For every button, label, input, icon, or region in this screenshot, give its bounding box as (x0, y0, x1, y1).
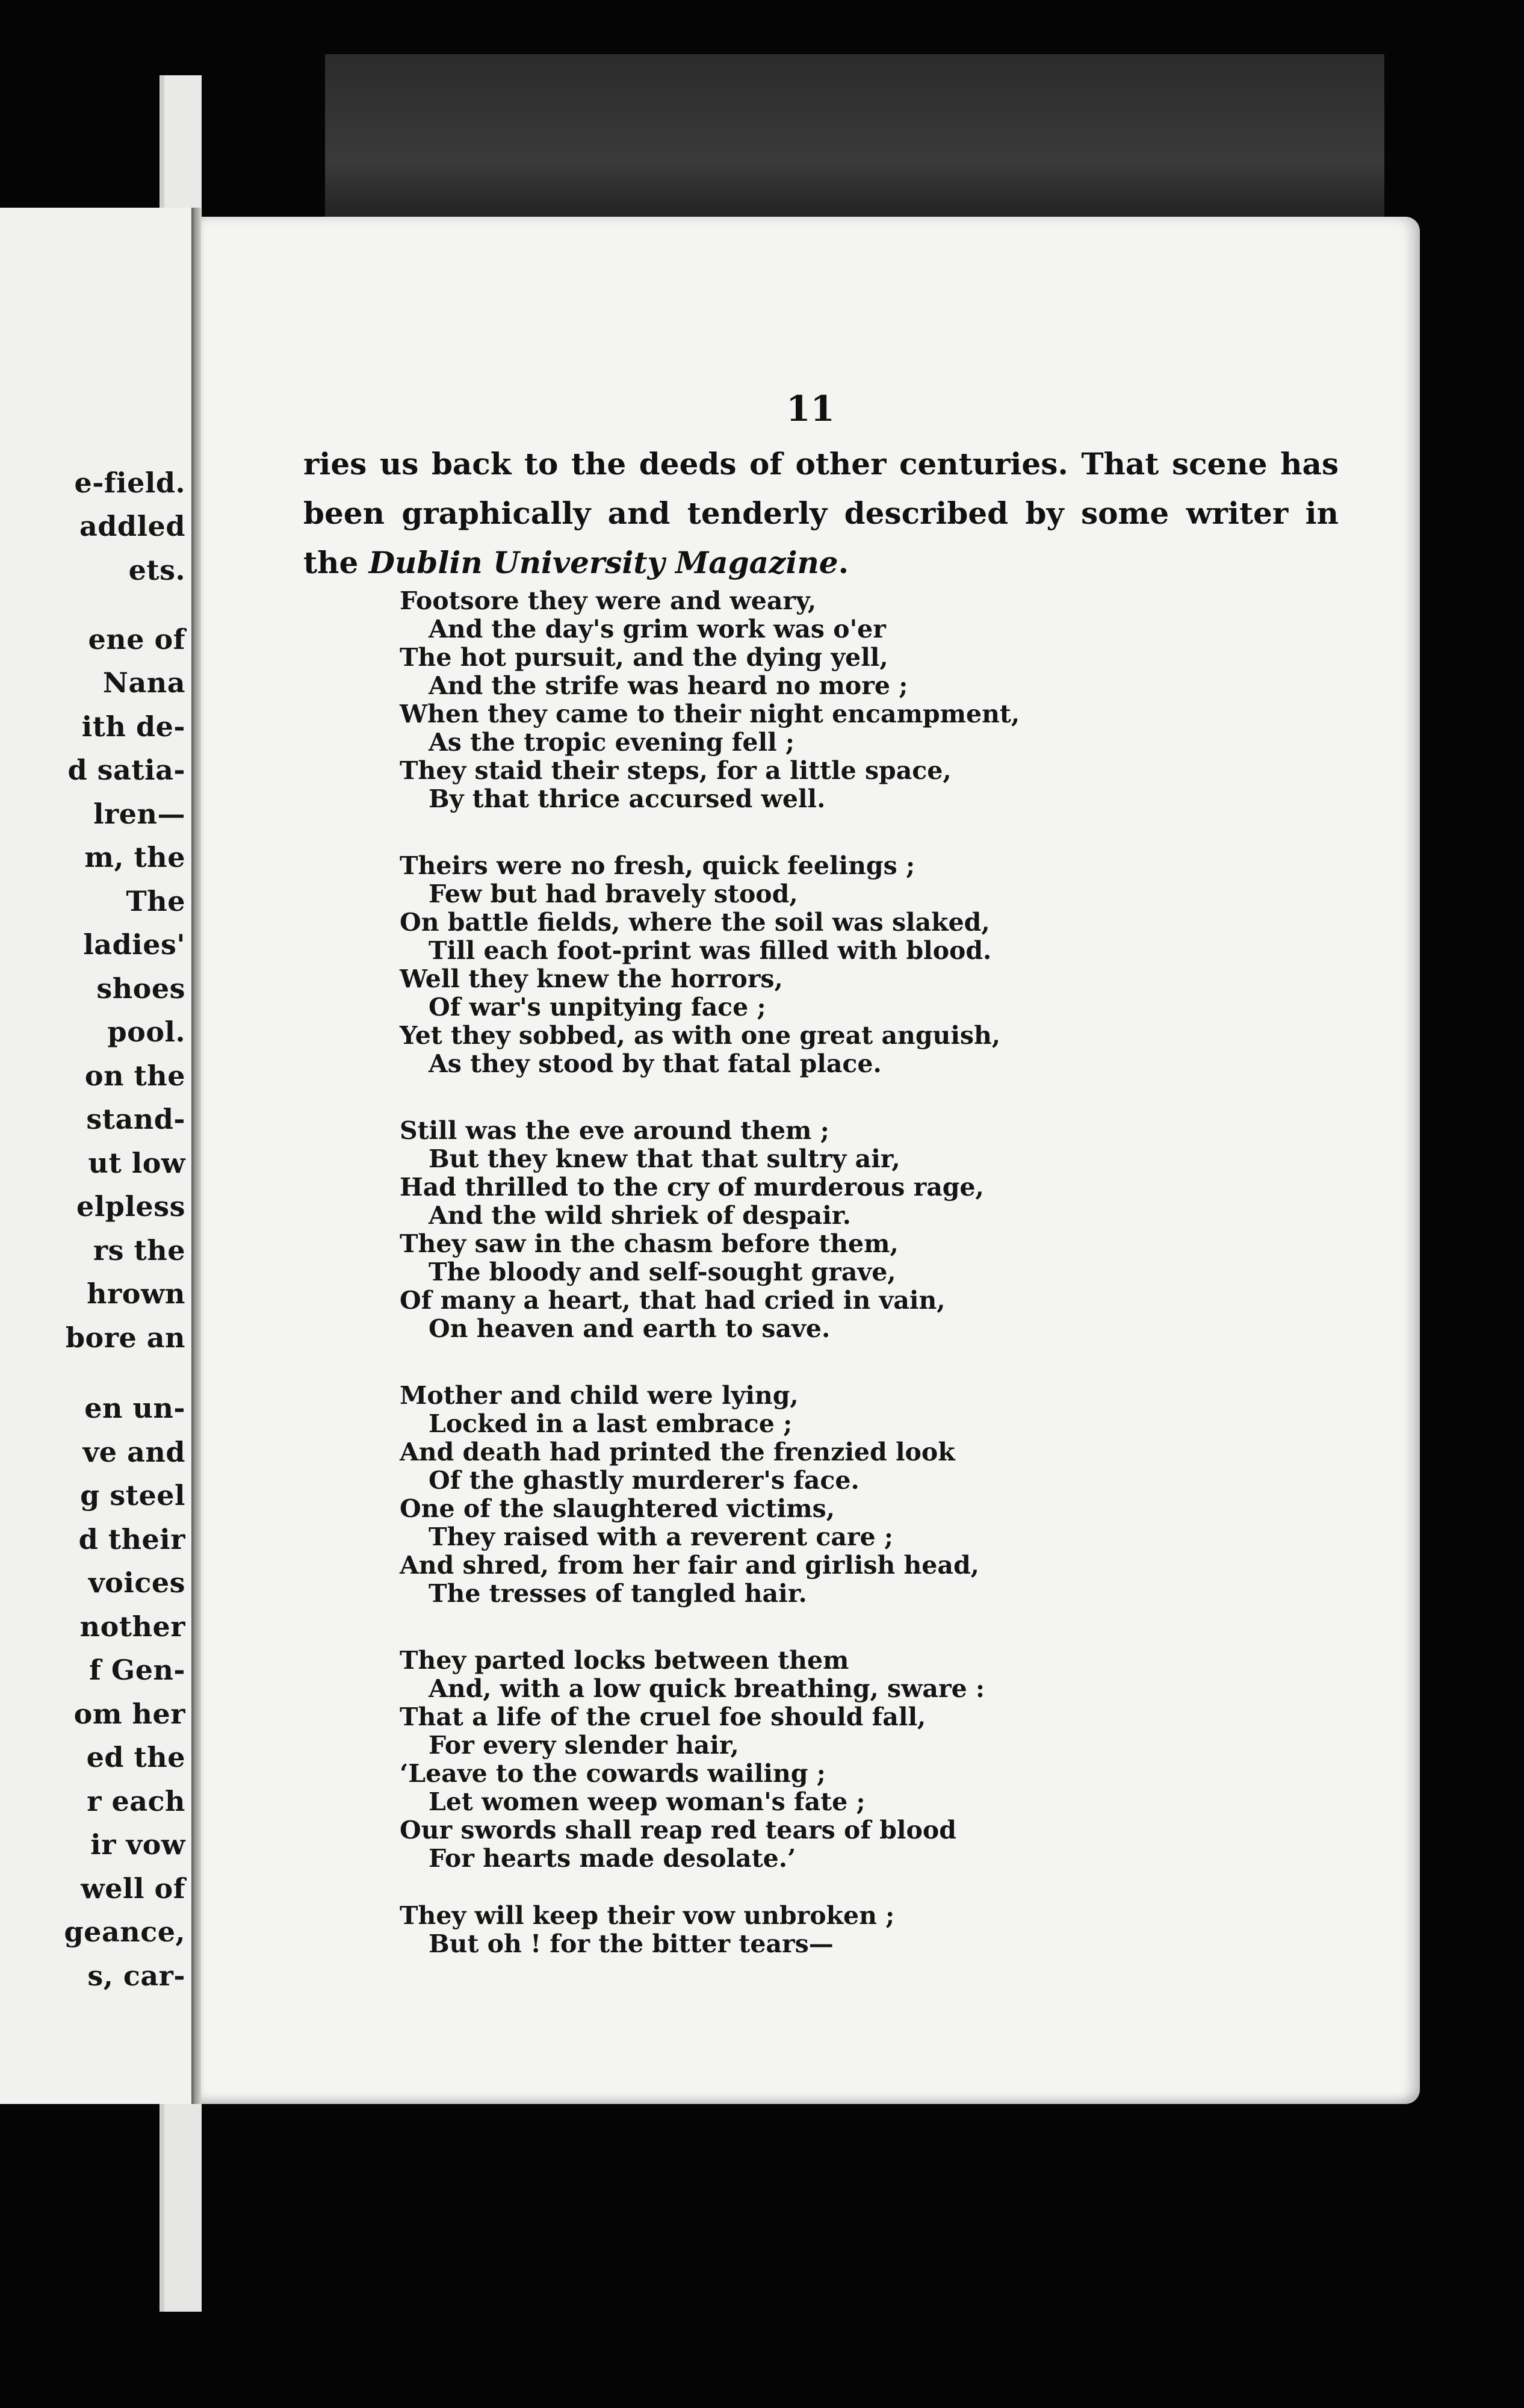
poem-line: Well they knew the horrors, (400, 964, 783, 993)
poem-line: Had thrilled to the cry of murderous rage, (400, 1173, 984, 1202)
poem-line: Of war's unpitying face ; (429, 993, 766, 1022)
poem-line: ‘Leave to the cowards wailing ; (400, 1759, 826, 1788)
magazine-title: Dublin University Magazine (368, 545, 838, 580)
intro-text: the (303, 545, 369, 580)
left-page-line: rs the (93, 1234, 185, 1267)
poem-line: Footsore they were and weary, (400, 586, 817, 615)
poem-line: Yet they sobbed, as with one great anguish, (400, 1021, 1001, 1050)
left-page-line: lren— (93, 798, 185, 830)
left-page-line: f Gen- (89, 1654, 185, 1686)
poem-stanza (400, 1902, 1303, 1958)
left-page-line: bore an (65, 1321, 185, 1354)
left-page-line: r each (87, 1785, 185, 1817)
poem-line: On battle fields, where the soil was slaked, (400, 908, 990, 937)
left-page-line: ith de- (81, 710, 185, 743)
left-page-line: e-field. (74, 467, 185, 499)
poem-line: But oh ! for the bitter tears— (429, 1929, 834, 1958)
page-number: 11 (786, 388, 835, 429)
poem-line: For every slender hair, (429, 1731, 739, 1760)
poem-line: On heaven and earth to save. (429, 1314, 831, 1343)
intro-line: ries us back to the deeds of other centuries. That scene has (303, 446, 1339, 482)
left-page-line: pool. (107, 1016, 185, 1048)
left-page-line: Nana (102, 666, 185, 699)
left-page-line: geance, (64, 1916, 185, 1948)
intro-line (303, 538, 1339, 588)
left-page-line: d satia- (67, 754, 185, 786)
poem-line: By that thrice accursed well. (429, 784, 826, 813)
poem-line: They saw in the chasm before them, (400, 1229, 899, 1258)
poem-line: And death had printed the frenzied look (400, 1438, 955, 1466)
poem-line: Our swords shall reap red tears of blood (400, 1816, 956, 1845)
poem-stanza (400, 1117, 1303, 1343)
left-page-line: well of (81, 1872, 185, 1905)
poem-line: The hot pursuit, and the dying yell, (400, 643, 888, 672)
left-page-line: om her (73, 1698, 185, 1730)
left-page-line: en un- (84, 1392, 185, 1424)
left-page-line: ir vow (90, 1828, 185, 1861)
left-page-line: elpless (76, 1190, 185, 1223)
poem-stanza (400, 587, 1303, 813)
poem-line: That a life of the cruel foe should fall, (400, 1702, 926, 1731)
poem-line: The tresses of tangled hair. (429, 1579, 807, 1608)
left-page-line: shoes (96, 972, 185, 1005)
poem-line: But they knew that that sultry air, (429, 1144, 900, 1173)
poem-line: Theirs were no fresh, quick feelings ; (400, 851, 915, 880)
left-page-line: ene of (88, 623, 185, 656)
main-page (201, 217, 1420, 2104)
poem-line: Of many a heart, that had cried in vain, (400, 1286, 946, 1315)
poem-line: They raised with a reverent care ; (429, 1522, 894, 1551)
poem-line: They staid their steps, for a little space, (400, 756, 952, 785)
left-page-line: ve and (82, 1436, 185, 1468)
poem-line: Locked in a last embrace ; (429, 1409, 793, 1438)
poem-line: Few but had bravely stood, (429, 880, 798, 908)
intro-paragraph (303, 439, 1339, 588)
poem-line: When they came to their night encampment, (400, 700, 1020, 728)
left-page-line: addled (79, 510, 185, 542)
left-page-line: The (126, 885, 185, 917)
poem-line: They will keep their vow unbroken ; (400, 1901, 895, 1930)
poem (400, 587, 1303, 1958)
scanner-background (325, 54, 1384, 235)
poem-line: They parted locks between them (400, 1646, 849, 1675)
left-page-line: m, the (84, 841, 185, 874)
left-page-line: nother (79, 1610, 185, 1643)
left-page-line: ets. (128, 554, 185, 586)
poem-stanza (400, 1382, 1303, 1608)
poem-line: Still was the eve around them ; (400, 1116, 829, 1145)
poem-line: One of the slaughtered victims, (400, 1494, 835, 1523)
left-page-line: stand- (86, 1103, 185, 1135)
intro-line: been graphically and tenderly described by some writer in (303, 495, 1339, 531)
left-page-line: d their (78, 1523, 185, 1556)
poem-line: And the wild shriek of despair. (429, 1201, 851, 1230)
poem-line: As the tropic evening fell ; (429, 728, 795, 757)
poem-line: Mother and child were lying, (400, 1381, 799, 1410)
poem-line: And shred, from her fair and girlish head, (400, 1551, 979, 1580)
binding-strip-bottom (160, 2074, 202, 2312)
poem-stanza (400, 1646, 1303, 1873)
left-page-line: g steel (80, 1479, 185, 1512)
poem-line: Till each foot-print was filled with blood. (429, 936, 992, 965)
book-spine (191, 208, 201, 2104)
left-page-line: voices (88, 1566, 185, 1599)
poem-line: The bloody and self-sought grave, (429, 1258, 896, 1286)
left-page-line: ladies' (83, 928, 185, 961)
left-page-line: on the (84, 1060, 185, 1092)
left-page-line: ut low (88, 1147, 185, 1179)
left-page-line: s, car- (87, 1960, 185, 1992)
poem-stanza (400, 852, 1303, 1078)
poem-line: And, with a low quick breathing, sware : (429, 1674, 985, 1703)
poem-line: Let women weep woman's fate ; (429, 1787, 866, 1816)
left-page-line: ed the (86, 1741, 185, 1773)
left-facing-page (0, 208, 191, 2104)
intro-text: . (838, 545, 849, 580)
poem-line: And the strife was heard no more ; (429, 671, 908, 700)
poem-line: For hearts made desolate.’ (429, 1844, 796, 1873)
poem-line: Of the ghastly murderer's face. (429, 1466, 860, 1495)
poem-line: As they stood by that fatal place. (429, 1049, 882, 1078)
left-page-line: hrown (87, 1277, 185, 1310)
poem-line: And the day's grim work was o'er (429, 615, 886, 644)
